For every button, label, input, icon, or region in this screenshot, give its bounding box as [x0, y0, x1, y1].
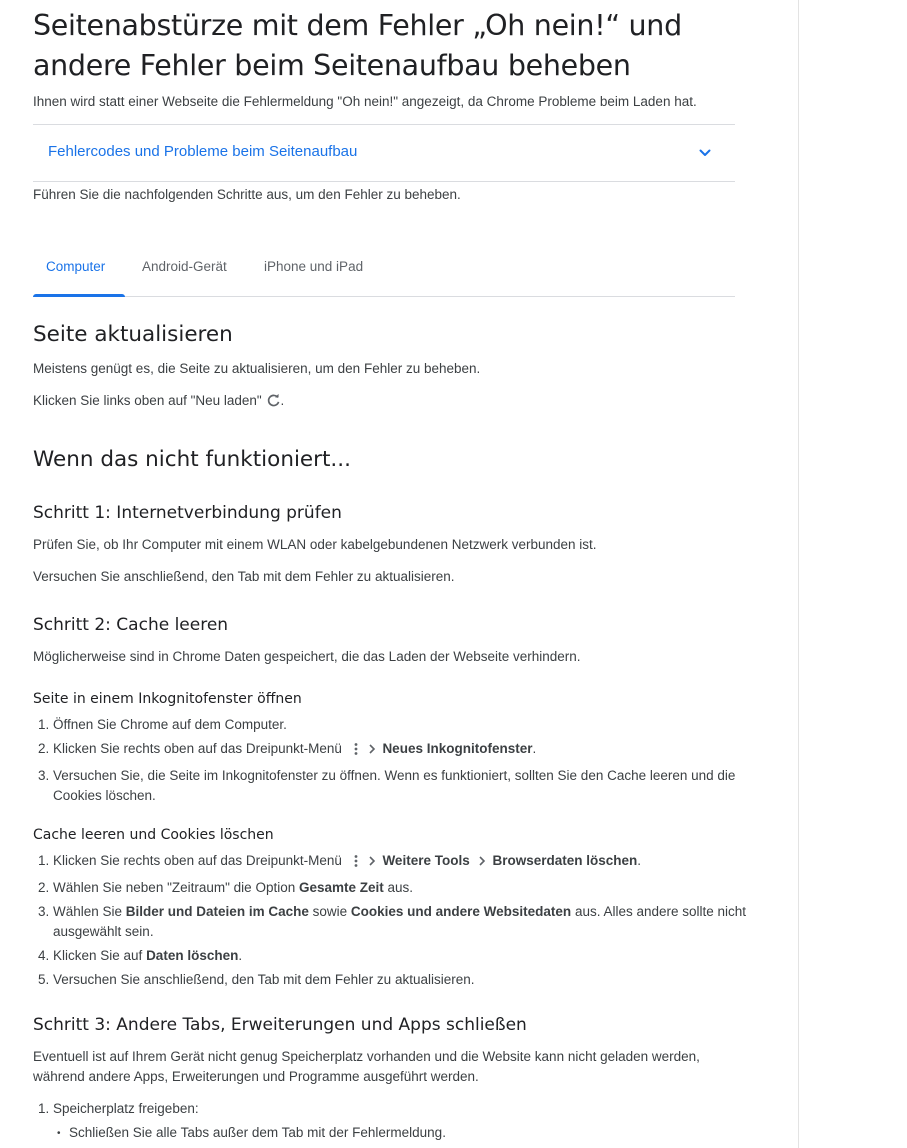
cache-heading: Cache leeren und Cookies löschen [33, 827, 274, 843]
list-item: 5. Versuchen Sie anschließend, den Tab mit dem Fehler zu aktualisieren. [53, 970, 755, 990]
step2-text: Möglicherweise sind in Chrome Daten gespeichert, die das Laden der Webseite verhindern. [33, 649, 581, 664]
steps-intro-text: Führen Sie die nachfolgenden Schritte aus, um den Fehler zu beheben. [33, 187, 461, 202]
reload-instruction [33, 391, 735, 414]
list-item: • Schließen Sie alle Tabs außer dem Tab mit der Fehlermeldung. [69, 1123, 755, 1144]
chevron-down-icon[interactable] [697, 145, 713, 161]
list-item: 1. Öffnen Sie Chrome auf dem Computer. [53, 715, 755, 735]
reload-text: Meistens genügt es, die Seite zu aktualisieren, um den Fehler zu beheben. [33, 361, 481, 376]
active-tab-indicator [33, 294, 125, 297]
list-item: 1. Speicherplatz freigeben: • Schließen Sie alle Tabs außer dem Tab mit der Fehlermeldung. [53, 1099, 755, 1144]
tab-iphone-ipad[interactable]: iPhone und iPad [264, 259, 364, 274]
step1-text2: Versuchen Sie anschließend, den Tab mit dem Fehler zu aktualisieren. [33, 569, 455, 584]
incognito-heading: Seite in einem Inkognitofenster öffnen [33, 691, 302, 707]
incognito-steps [33, 715, 755, 810]
fallback-heading: Wenn das nicht funktioniert... [33, 447, 351, 472]
step3-steps [33, 1099, 755, 1148]
list-item: 2. Wählen Sie neben "Zeitraum" die Option Gesamte Zeit aus. [53, 878, 755, 898]
list-item: 1. Klicken Sie rechts oben auf das Dreipunkt-Menü Weitere Tools Browserdaten löschen. [53, 851, 755, 874]
list-item: 3. Wählen Sie Bilder und Dateien im Cache sowie Cookies und andere Websitedaten aus. Alles andere sollte nicht ausgewählt sein. [53, 902, 755, 942]
tab-computer[interactable]: Computer [46, 259, 106, 274]
reload-heading: Seite aktualisieren [33, 322, 233, 347]
tab-android[interactable]: Android-Gerät [142, 259, 227, 274]
chevron-right-icon [367, 854, 377, 874]
three-dot-menu-icon [352, 742, 360, 762]
reload-instruction-end: . [280, 393, 285, 408]
help-article [33, 0, 747, 1140]
error-codes-accordion[interactable] [33, 124, 735, 182]
chevron-right-icon [477, 854, 487, 874]
step3-heading: Schritt 3: Andere Tabs, Erweiterungen und Apps schließen [33, 1015, 527, 1035]
reload-instruction-text: Klicken Sie links oben auf "Neu laden" [33, 393, 262, 408]
step1-text1: Prüfen Sie, ob Ihr Computer mit einem WLAN oder kabelgebundenen Netzwerk verbunden ist. [33, 537, 597, 552]
step2-heading: Schritt 2: Cache leeren [33, 615, 229, 635]
right-column-divider [798, 0, 799, 1148]
list-item: 3. Versuchen Sie, die Seite im Inkognitofenster zu öffnen. Wenn es funktioniert, sollten Sie den Cache leeren und die Cookies löschen. [53, 766, 755, 806]
intro-text: Ihnen wird statt einer Webseite die Fehlermeldung "Oh nein!" angezeigt, da Chrome Probleme beim Laden hat. [33, 94, 697, 109]
cache-steps [33, 851, 755, 994]
three-dot-menu-icon [352, 854, 360, 874]
page-title: Seitenabstürze mit dem Fehler „Oh nein!“ und andere Fehler beim Seitenaufbau beheben [33, 9, 682, 82]
step3-text: Eventuell ist auf Ihrem Gerät nicht genug Speicherplatz vorhanden und die Website kann nicht geladen werden, während andere Apps, Erweiterungen und Programme ausgeführt werden. [33, 1049, 700, 1084]
reload-icon [266, 393, 281, 414]
step3-bullets [53, 1123, 755, 1144]
accordion-label: Fehlercodes und Probleme beim Seitenaufbau [48, 143, 358, 160]
step1-heading: Schritt 1: Internetverbindung prüfen [33, 503, 342, 523]
chevron-right-icon [367, 742, 377, 762]
list-item: 4. Klicken Sie auf Daten löschen. [53, 946, 755, 966]
platform-tabs [33, 245, 735, 297]
list-item: 2. Klicken Sie rechts oben auf das Dreipunkt-Menü Neues Inkognitofenster. [53, 739, 755, 762]
